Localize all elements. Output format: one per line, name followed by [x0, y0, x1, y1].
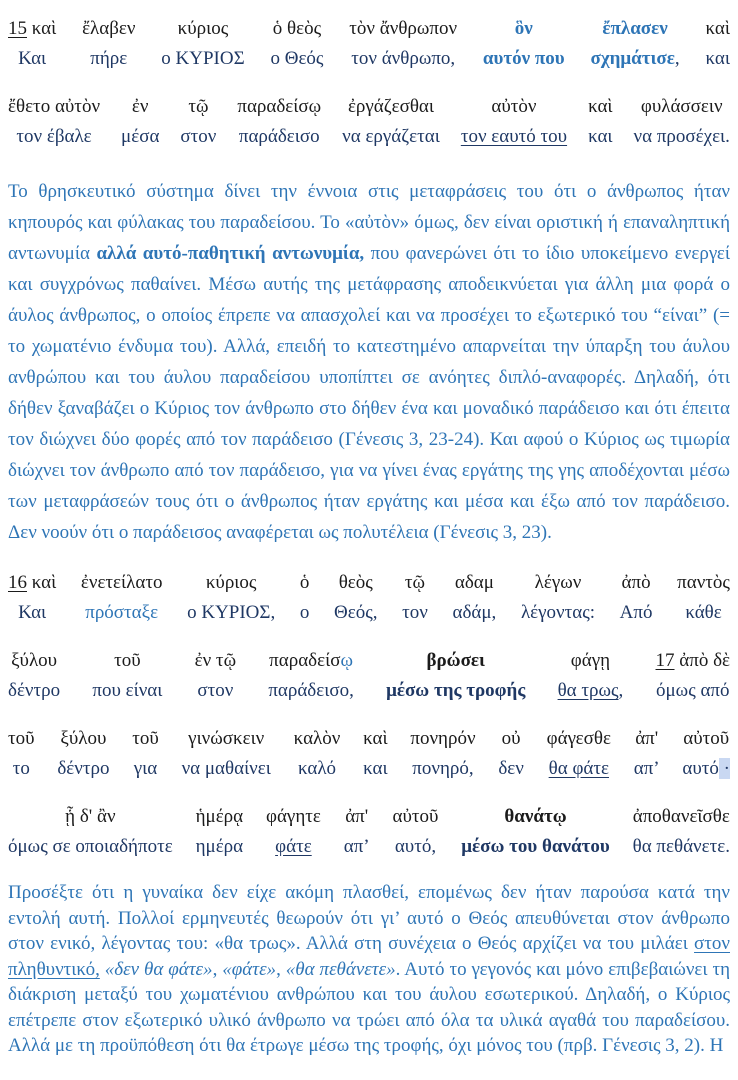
word-pair: [8, 802, 173, 862]
text-run: ἀπ': [635, 728, 659, 749]
word-pair: [237, 92, 321, 152]
translation-word: [588, 122, 612, 152]
translation-word: [461, 832, 609, 862]
translation-word: [402, 598, 428, 628]
translation-word: [634, 122, 730, 152]
text-run: βρώσει: [426, 650, 485, 671]
word-pair: [300, 568, 310, 628]
word-pair: [82, 14, 135, 74]
text-run: παραδείσ: [269, 650, 341, 671]
translation-word: [349, 44, 457, 74]
word-pair: [182, 724, 271, 784]
source-greek-word: [342, 92, 440, 122]
text-run: πονηρό,: [412, 758, 474, 779]
translation-word: [294, 754, 341, 784]
translation-word: [558, 676, 624, 706]
text-run: «φάτε»: [222, 958, 277, 980]
word-pair: [270, 14, 323, 74]
translation-word: [121, 122, 159, 152]
word-pair: [547, 724, 611, 784]
word-pair: [266, 802, 321, 862]
source-greek-word: [498, 724, 524, 754]
translation-word: [92, 676, 162, 706]
text-run: ,: [212, 958, 223, 980]
source-greek-word: [82, 14, 135, 44]
text-run: «θα πεθάνετε»: [285, 958, 396, 980]
word-pair: [8, 646, 60, 706]
translation-word: [132, 754, 159, 784]
commentary-paragraph-2: [8, 880, 730, 1059]
interlinear-row: [8, 646, 730, 706]
text-run: αυτό: [682, 758, 719, 779]
text-run: να προσέχει.: [633, 126, 730, 147]
source-greek-word: [705, 14, 729, 44]
text-run: τοῦ: [132, 728, 159, 749]
text-run: και: [363, 758, 388, 779]
word-pair: [634, 724, 660, 784]
text-run: να εργάζεται: [342, 126, 440, 147]
text-run: ὃν: [514, 18, 533, 39]
text-run: πρόσταξε: [85, 602, 159, 623]
text-run: αδάμ,: [452, 602, 497, 623]
text-run: φάγητε: [266, 806, 321, 827]
text-run: τον έβαλε: [16, 126, 92, 147]
text-run: και: [705, 48, 730, 69]
text-run: Και: [18, 602, 47, 623]
word-pair: [180, 92, 216, 152]
source-greek-word: [8, 724, 35, 754]
translation-word: [334, 598, 377, 628]
source-greek-word: [161, 14, 244, 44]
word-pair: [498, 724, 524, 784]
translation-word: [161, 44, 244, 74]
translation-word: [682, 754, 730, 784]
text-run: ἀποθανεῖσθε: [632, 806, 730, 827]
word-pair: [8, 724, 35, 784]
text-run: 17: [655, 650, 675, 671]
source-greek-word: [81, 568, 163, 598]
source-greek-word: [410, 724, 475, 754]
source-greek-word: [386, 646, 525, 676]
word-pair: [588, 92, 612, 152]
text-run: ῳ: [340, 650, 353, 671]
word-pair: [187, 568, 275, 628]
text-run: ἔλαβεν: [82, 18, 136, 39]
text-run: παράδεισο: [238, 126, 320, 147]
text-run: θανάτῳ: [504, 806, 567, 827]
text-run: στον: [197, 680, 234, 701]
text-run: λέγων: [534, 572, 582, 593]
text-run: πήρε: [90, 48, 128, 69]
text-run: «δεν θα φάτε»: [104, 958, 213, 980]
source-greek-word: [334, 568, 377, 598]
source-greek-word: [521, 568, 595, 598]
translation-word: [300, 598, 310, 628]
text-run: ἀπ': [345, 806, 369, 827]
source-greek-word: [682, 724, 730, 754]
source-greek-word: [656, 646, 730, 676]
text-run: μέσω της τροφής: [386, 680, 526, 701]
text-run: τον άνθρωπο,: [351, 48, 456, 69]
translation-word: [453, 598, 497, 628]
text-run: ο Θεός: [270, 48, 324, 69]
translation-word: [483, 44, 565, 74]
text-run: το: [12, 758, 30, 779]
source-greek-word: [8, 14, 56, 44]
translation-word: [195, 676, 236, 706]
source-greek-word: [121, 92, 159, 122]
text-run: ἐν: [131, 96, 149, 117]
text-run: τοῦ: [114, 650, 141, 671]
source-greek-word: [187, 568, 275, 598]
word-pair: [92, 646, 162, 706]
text-run: θα τρως: [557, 680, 619, 701]
text-run: αυτό,: [394, 836, 437, 857]
source-greek-word: [634, 92, 730, 122]
word-pair: [453, 568, 497, 628]
text-run: 16: [8, 572, 27, 593]
word-pair: [682, 724, 730, 784]
translation-word: [633, 832, 730, 862]
text-run: δέντρο: [57, 758, 110, 779]
source-greek-word: [8, 802, 173, 832]
text-run: τὸν ἄνθρωπον: [349, 18, 458, 39]
text-run: δεν: [498, 758, 524, 779]
text-run: παράδεισο,: [268, 680, 354, 701]
text-run: . Αυτό το γεγονός και μόνο επιβεβαιώνει τη διάκριση μεταξύ του χωματένιου ανθρώπου και του άυλου εσωτερικού. Δηλαδή, ο Κύριος επέτρεπε στον εξωτερικό υλικό άνθρωπο να τρώει από όλα τα υλικά αγαθά του παραδείσου. Αλλά με τη προϋπόθεση ότι θα έτρωγε μέσω της τροφής, όχι μόνος του (πρβ. Γένεσις 3, 2). Η: [8, 958, 731, 1056]
translation-word: [656, 676, 730, 706]
text-run: ξύλου: [11, 650, 58, 671]
source-greek-word: [182, 724, 271, 754]
translation-word: [196, 832, 244, 862]
source-greek-word: [344, 802, 370, 832]
translation-word: [677, 598, 730, 628]
text-run: ημέρα: [195, 836, 244, 857]
text-run: καὶ: [27, 18, 57, 39]
text-run: παραδείσῳ: [237, 96, 322, 117]
source-greek-word: [180, 92, 216, 122]
translation-word: [547, 754, 611, 784]
text-run: φάγῃ: [570, 650, 611, 671]
translation-word: [8, 598, 56, 628]
text-run: όμως σε οποιαδήποτε: [8, 836, 173, 857]
translation-word: [8, 754, 35, 784]
source-greek-word: [132, 724, 159, 754]
text-run: ὁ θεὸς: [272, 18, 322, 39]
text-run: δέντρο: [8, 680, 61, 701]
verse-16-17-interlinear-block: [8, 568, 730, 862]
text-run: ἀπὸ δὲ: [674, 650, 730, 671]
word-pair: [196, 802, 244, 862]
text-run: φυλάσσειν: [640, 96, 723, 117]
text-run: απ’: [633, 758, 660, 779]
text-run: μέσα: [121, 126, 160, 147]
text-run: Προσέξτε ότι η γυναίκα δεν είχε ακόμη πλασθεί, επομένως δεν ήταν παρούσα κατά την εντολή αυτή. Πολλοί ερμηνευτές θεωρούν ότι γι’ αυτό ο Θεός απευθύνεται στον άνθρωπο στον ενικό, λέγοντας του: «θα τρως». Αλλά στη συνέχεια ο Θεός αρχίζει να του μιλάει: [8, 882, 730, 954]
text-run: ο ΚΥΡΙΟΣ,: [187, 602, 276, 623]
interlinear-row: [8, 14, 730, 74]
word-pair: [121, 92, 159, 152]
text-run: αὐτοῦ: [683, 728, 730, 749]
text-run: σχημάτισε: [590, 48, 675, 69]
word-pair: [132, 724, 159, 784]
word-pair: [8, 568, 56, 628]
text-run: να μαθαίνει: [181, 758, 271, 779]
text-run: παντὸς: [677, 572, 730, 593]
translation-word: [180, 122, 216, 152]
source-greek-word: [294, 724, 341, 754]
text-run: ἔπλασεν: [602, 18, 668, 39]
source-greek-word: [483, 14, 565, 44]
commentary-paragraph-1: [8, 176, 730, 548]
text-run: τοῦ: [8, 728, 35, 749]
text-run: Το θρησκευτικό σύστημα δίνει την έννοια στις μεταφράσεις του ότι ο άνθρωπος ήταν κηπουρός και φύλακας του παραδείσου. Το «αὐτὸν» όμως, δεν είναι οριστική ή επαναληπτική αντωνυμία: [8, 181, 730, 264]
source-greek-word: [8, 92, 100, 122]
text-run: μέσω του θανάτου: [461, 836, 610, 857]
source-greek-word: [270, 14, 323, 44]
text-run: θα πεθάνετε.: [632, 836, 730, 857]
translation-word: [498, 754, 524, 784]
text-run: καὶ: [27, 572, 57, 593]
text-run: ἐργάζεσθαι: [347, 96, 435, 117]
text-run: Και: [18, 48, 47, 69]
translation-word: [81, 598, 163, 628]
text-run: ,: [674, 48, 680, 69]
translation-word: [237, 122, 321, 152]
text-run: κύριος: [205, 572, 257, 593]
word-pair: [195, 646, 236, 706]
source-greek-word: [196, 802, 244, 832]
source-greek-word: [349, 14, 457, 44]
text-run: πονηρόν: [410, 728, 476, 749]
text-run: οὐ: [501, 728, 521, 749]
word-pair: [620, 568, 653, 628]
text-run: καὶ: [588, 96, 613, 117]
translation-word: [461, 122, 567, 152]
source-greek-word: [634, 724, 660, 754]
text-run: αυτόν που: [482, 48, 565, 69]
word-pair: [677, 568, 730, 628]
translation-word: [8, 122, 100, 152]
source-greek-word: [547, 724, 611, 754]
text-run: 15: [8, 18, 27, 39]
translation-word: [620, 598, 653, 628]
word-pair: [705, 14, 729, 74]
text-run: θεὸς: [338, 572, 373, 593]
text-run: κάθε: [685, 602, 722, 623]
word-pair: [461, 802, 609, 862]
word-pair: [483, 14, 565, 74]
text-run: αὐτοῦ: [392, 806, 439, 827]
verse-15-interlinear-block: [8, 14, 730, 152]
source-greek-word: [300, 568, 310, 598]
translation-word: [57, 754, 109, 784]
translation-word: [187, 598, 275, 628]
translation-word: [705, 44, 729, 74]
text-run: ὁ: [299, 572, 310, 593]
source-greek-word: [237, 92, 321, 122]
text-run: ο ΚΥΡΙΟΣ: [161, 48, 245, 69]
translation-word: [410, 754, 475, 784]
word-pair: [161, 14, 244, 74]
translation-word: [82, 44, 135, 74]
interlinear-row: [8, 92, 730, 152]
translation-word: [266, 832, 321, 862]
word-pair: [656, 646, 730, 706]
translation-word: [8, 44, 56, 74]
text-run: στον: [180, 126, 217, 147]
text-run: ἡμέρᾳ: [195, 806, 244, 827]
text-run: ᾗ δ' ἂν: [65, 806, 116, 827]
text-run: κύριος: [177, 18, 229, 39]
text-run: ἐνετείλατο: [80, 572, 163, 593]
word-pair: [393, 802, 439, 862]
word-pair: [342, 92, 440, 152]
source-greek-word: [8, 646, 60, 676]
text-run: όμως από: [656, 680, 730, 701]
translation-word: [8, 676, 60, 706]
text-run: καλὸν: [293, 728, 341, 749]
text-run: στον πληθυντικό,: [8, 933, 730, 980]
translation-word: [363, 754, 387, 784]
source-greek-word: [461, 802, 609, 832]
text-run: αὐτὸν: [491, 96, 537, 117]
text-run: ·: [718, 758, 730, 779]
text-run: που είναι: [92, 680, 163, 701]
source-greek-word: [363, 724, 387, 754]
text-run: καὶ: [363, 728, 388, 749]
text-run: λέγοντας:: [520, 602, 596, 623]
text-run: φάγεσθε: [546, 728, 611, 749]
text-run: φάτε: [275, 836, 312, 857]
source-greek-word: [266, 802, 321, 832]
word-pair: [8, 92, 100, 152]
word-pair: [294, 724, 341, 784]
text-run: τον εαυτό του: [460, 126, 568, 147]
translation-word: [386, 676, 525, 706]
translation-word: [521, 598, 595, 628]
text-run: καλό: [297, 758, 337, 779]
source-greek-word: [588, 92, 612, 122]
translation-word: [342, 122, 440, 152]
text-run: γινώσκειν: [188, 728, 265, 749]
translation-word: [268, 676, 354, 706]
translation-word: [590, 44, 679, 74]
translation-word: [634, 754, 660, 784]
interlinear-row: [8, 568, 730, 628]
interlinear-row: [8, 724, 730, 784]
source-greek-word: [402, 568, 428, 598]
word-pair: [8, 14, 56, 74]
translation-word: [344, 832, 370, 862]
text-run: καὶ: [705, 18, 730, 39]
translation-word: [8, 832, 173, 862]
source-greek-word: [677, 568, 730, 598]
source-greek-word: [195, 646, 236, 676]
word-pair: [633, 802, 730, 862]
word-pair: [558, 646, 624, 706]
text-run: ἀπὸ: [621, 572, 651, 593]
word-pair: [334, 568, 377, 628]
interlinear-row: [8, 802, 730, 862]
text-run: ο: [299, 602, 310, 623]
text-run: ,: [276, 958, 286, 980]
text-run: Θεός,: [334, 602, 378, 623]
source-greek-word: [590, 14, 679, 44]
word-pair: [268, 646, 354, 706]
source-greek-word: [558, 646, 624, 676]
word-pair: [402, 568, 428, 628]
source-greek-word: [393, 802, 439, 832]
text-run: και: [588, 126, 613, 147]
source-greek-word: [620, 568, 653, 598]
source-greek-word: [8, 568, 56, 598]
word-pair: [590, 14, 679, 74]
source-greek-word: [633, 802, 730, 832]
source-greek-word: [92, 646, 162, 676]
word-pair: [386, 646, 525, 706]
word-pair: [344, 802, 370, 862]
translation-word: [182, 754, 271, 784]
word-pair: [81, 568, 163, 628]
translation-word: [393, 832, 439, 862]
text-run: ἔθετο αὐτὸν: [8, 96, 101, 117]
text-run: που φανερώνει ότι το ίδιο υποκείμενο ενεργεί και συγχρόνως παθαίνει. Μέσω αυτής της μετάφρασης αποδεικνύεται για άλλη μια φορά ο άυλος άνθρωπος, ο οποίος έπρεπε να απασχολεί και να προσέχει το εξωτερικό του “είναι” (= το χωματένιο ένδυμα του). Αλλά, επειδή το κατεστημένο απαρνείται την ύπαρξη του άυλου ανθρώπου και του άυλου παραδείσου υποπίπτει σε ανόητες διπλό-αναφορές. Δηλαδή, ότι δήθεν ξαναβάζει ο Κύριος τον άνθρωπο στο δήθεν ένα και μοναδικό παράδεισο και ότι έπειτα τον διώχνει δύο φορές από τον παράδεισο (Γένεσις 3, 23-24). Και αφού ο Κύριος ως τιμωρία διώχνει τον άνθρωπο από τον παράδεισο, για να γίνει ένας εργάτης της γης αποδέχονται μέσω των μεταφράσεών τους ότι ο άνθρωπος ήταν εργάτης και μέσα και έξω από τον παράδεισο. Δεν νοούν ότι ο παράδεισος αναφέρεται ως πολυτέλεια (Γένεσις 3, 23).: [8, 243, 730, 543]
word-pair: [461, 92, 567, 152]
word-pair: [363, 724, 387, 784]
word-pair: [349, 14, 457, 74]
text-run: θα φάτε: [548, 758, 609, 779]
text-run: για: [133, 758, 158, 779]
text-run: ἐν τῷ: [194, 650, 237, 671]
source-greek-word: [461, 92, 567, 122]
word-pair: [521, 568, 595, 628]
source-greek-word: [268, 646, 354, 676]
word-pair: [57, 724, 109, 784]
translation-word: [270, 44, 323, 74]
text-run: ξύλου: [60, 728, 107, 749]
source-greek-word: [453, 568, 497, 598]
text-run: ,: [618, 680, 624, 701]
word-pair: [410, 724, 475, 784]
text-run: απ’: [343, 836, 370, 857]
text-run: τῷ: [188, 96, 209, 117]
text-run: τον: [402, 602, 428, 623]
text-run: τῷ: [404, 572, 426, 593]
text-run: Από: [619, 602, 653, 623]
word-pair: [634, 92, 730, 152]
source-greek-word: [57, 724, 109, 754]
text-run: αδαμ: [454, 572, 494, 593]
text-run: αλλά αυτό-παθητική αντωνυμία,: [96, 243, 365, 264]
